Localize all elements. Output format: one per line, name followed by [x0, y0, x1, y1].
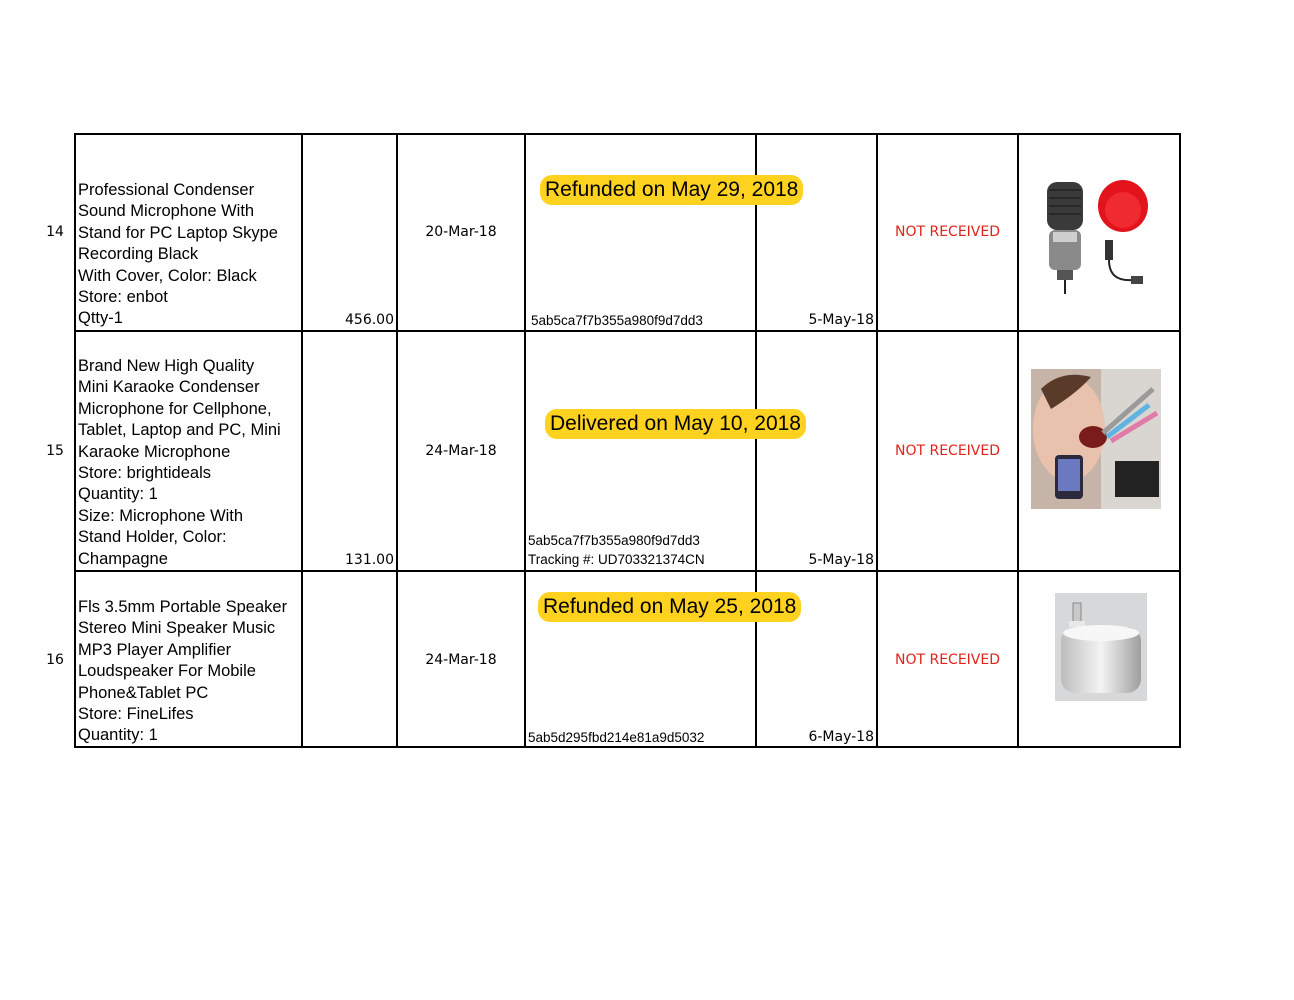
item-amount: 131.00	[345, 552, 394, 568]
delivery-date: 5-May-18	[808, 312, 874, 328]
row-divider	[74, 570, 1181, 572]
order-date: 24-Mar-18	[425, 443, 497, 459]
delivery-date: 6-May-18	[808, 729, 874, 745]
row-index: 16	[46, 652, 64, 668]
row-index: 15	[46, 443, 64, 459]
refund-note-highlight: Refunded on May 25, 2018	[538, 592, 801, 622]
karaoke-photo-icon	[1031, 369, 1161, 509]
order-date: 20-Mar-18	[425, 224, 497, 240]
status-badge: NOT RECEIVED	[894, 224, 1001, 240]
portable-speaker-icon	[1055, 593, 1147, 701]
row-divider	[74, 330, 1181, 332]
transaction-id: 5ab5ca7f7b355a980f9d7dd3	[531, 313, 703, 328]
order-date: 24-Mar-18	[425, 652, 497, 668]
condenser-microphone-icon	[1043, 180, 1153, 296]
refund-note-highlight: Refunded on May 29, 2018	[540, 175, 803, 205]
column-divider	[301, 133, 303, 748]
delivered-note-highlight: Delivered on May 10, 2018	[545, 409, 806, 439]
table-border-top	[74, 133, 1181, 135]
column-divider	[1017, 133, 1019, 748]
transaction-id: 5ab5ca7f7b355a980f9d7dd3 Tracking #: UD703321374CN	[528, 533, 705, 567]
column-divider	[74, 133, 76, 748]
item-description: Brand New High Quality Mini Karaoke Condenser Microphone for Cellphone, Tablet, Laptop and PC, Mini Karaoke Microphone Store: brightideals Quantity: 1 Size: Microphone With Stand Holder, Color: Champagne	[78, 357, 281, 568]
item-description: Professional Condenser Sound Microphone With Stand for PC Laptop Skype Recording Black With Cover, Color: Black Store: enbot Qtty-1	[78, 181, 278, 328]
item-description: Fls 3.5mm Portable Speaker Stereo Mini Speaker Music MP3 Player Amplifier Loudspeaker For Mobile Phone&Tablet PC Store: FineLifes Quantity: 1	[78, 598, 288, 745]
item-amount: 456.00	[345, 312, 394, 328]
row-index: 14	[46, 224, 64, 240]
transaction-id: 5ab5d295fbd214e81a9d5032	[528, 730, 705, 745]
column-divider	[755, 133, 757, 748]
column-divider	[524, 133, 526, 748]
delivery-date: 5-May-18	[808, 552, 874, 568]
status-badge: NOT RECEIVED	[894, 652, 1001, 668]
status-badge: NOT RECEIVED	[894, 443, 1001, 459]
table-border-right	[1179, 133, 1181, 748]
